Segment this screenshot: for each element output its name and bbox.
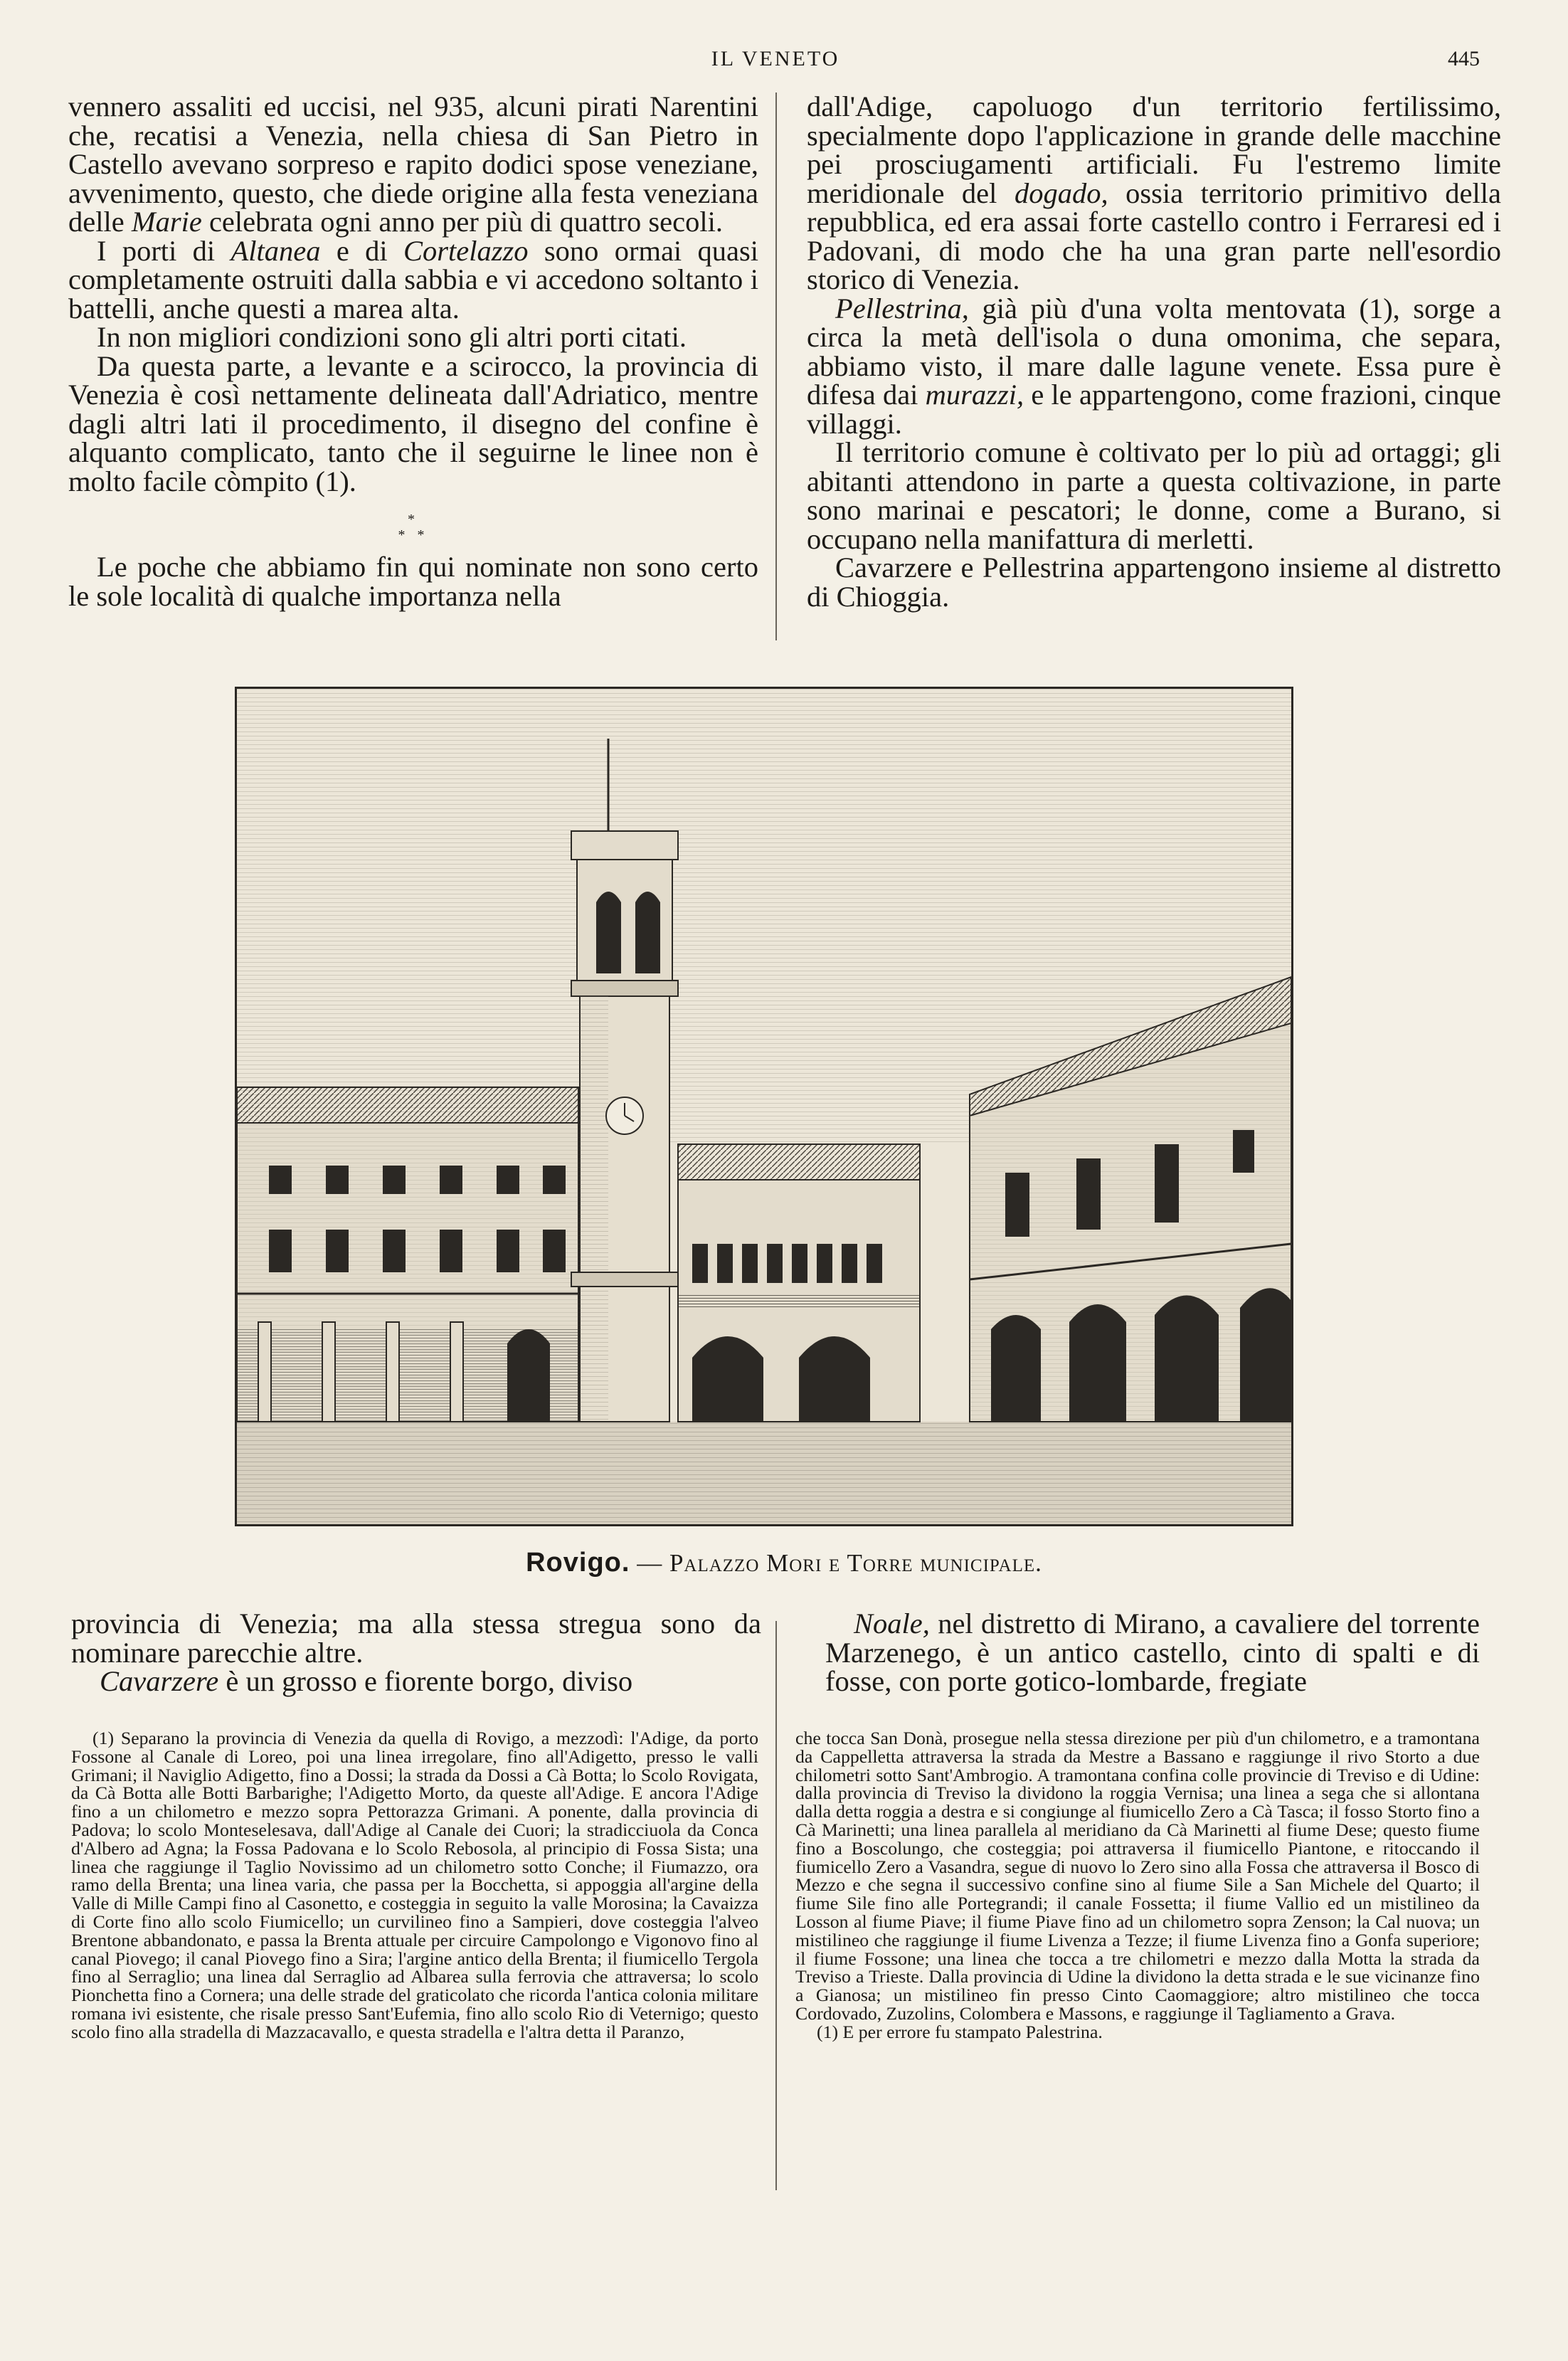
italic-term: murazzi, bbox=[925, 379, 1024, 411]
footnote-left bbox=[71, 1729, 758, 2042]
italic-term: Marie bbox=[131, 206, 202, 238]
engraving-illustration bbox=[235, 687, 1293, 1526]
palazzo-mori bbox=[678, 1144, 920, 1422]
left-column-top bbox=[68, 90, 758, 612]
footnote-right bbox=[795, 1729, 1480, 2042]
left-column-bottom bbox=[71, 1607, 761, 1697]
running-title: IL VENETO bbox=[711, 47, 840, 70]
paragraph: Da questa parte, a levante e a scirocco, la provincia di Venezia è così nettamente delineata dall'Adriatico, mentre dagli altri lati il procedimento, il disegno del confine è alquanto complicato, tanto che il seguirne le linee non è molto facile còmpito (1). bbox=[68, 349, 758, 497]
italic-term: Cavarzere bbox=[100, 1665, 219, 1697]
engraving-drawing bbox=[237, 689, 1291, 1524]
paragraph: dall'Adige, capoluogo d'un territorio fertilissimo, specialmente dopo l'applicazione in grande delle macchine pei prosciugamenti artificiali. Fu l'estremo limite meridionale del dogado, ossia territorio primitivo della repubblica, ed era assai forte castello contro i Ferraresi ed i Padovani, di modo che ha una gran parte nell'esordio storico di Venezia. bbox=[807, 90, 1502, 295]
paragraph: Pellestrina, già più d'una volta mentovata (1), sorge a circa la metà dell'isola o duna omonima, che separa, abbiamo visto, il mare dalle lagune venete. Essa pure è difesa dai murazzi, e le appartengono, come frazioni, cinque villaggi. bbox=[807, 292, 1501, 440]
paragraph: Cavarzere e Pellestrina appartengono insieme al distretto di Chioggia. bbox=[807, 551, 1501, 613]
paragraph: Cavarzere è un grosso e fiorente borgo, diviso bbox=[100, 1665, 633, 1697]
italic-term: dogado, bbox=[1014, 176, 1108, 209]
paragraph: Il territorio comune è coltivato per lo più ad ortaggi; gli abitanti attendono in parte a questa coltivazione, in parte sono marinai e pescatori; le donne, come a Burano, si occupano nella manifattura di merletti. bbox=[807, 436, 1501, 555]
caption-subject: Palazzo Mori e Torre municipale. bbox=[669, 1549, 1042, 1577]
italic-term: Pellestrina, bbox=[835, 292, 969, 324]
footnote-text: che tocca San Donà, prosegue nella stessa direzione per più d'un chilometro, e a tramontana da Cappelletta attraversa la strada da Mestre a Bassano e raggiunge il rivo Storto a due chilometri sotto Sant'Ambrogio. A tramontana confina colle provincie di Treviso e di Udine: dalla provincia di Treviso la dividono la roggia Vernisa; una linea a sega che si allontana dalla detta roggia a destra e si congiunge al fiumicello Zero a Cà Tasca; il fosso Storto fino a Cà Marinetti; una linea parallela al meridiano da Cà Marinetti al fiume Dese; questo fiume fino a Boscolungo, che costeggia; poi attraversa il fiumicello Piantone, e ritoccando il fiumicello Zero a Vasandra, segue di nuovo lo Zero sino alla Fossa che attraversa il Bosco di Mezzo e che segna il successivo confine sino al fiume Sile a San Michele del Quarto; il fiume Sile fino alle Portegrandi; il canale Fossetta; il fiume Vallio ed un mistilineo da Losson al fiume Piave; il fiume Piave fino ad un chilometro sopra Zenson; la Cal nuova; un mistilineo che raggiunge il fiume Livenza a Tezze; il fiume Livenza fino a Gonfa superiore; il fiume Fossone; una linea che tocca a tre chilometri e mezzo dalla Motta la strada da Treviso a Trieste. Dalla provincia di Udine la dividono la detta strada e le sue vicinanze fino a Gianosa; un mistilineo fin presso Cinto Caomaggiore; altro mistilineo che tocca Cordovado, Zuzolins, Colombera e Massons, e raggiunge il Tagliamento a Grava. bbox=[795, 1728, 1480, 2024]
right-column-top bbox=[807, 90, 1502, 613]
italic-term: Noale, bbox=[854, 1607, 930, 1639]
caption-dash: — bbox=[630, 1549, 669, 1577]
paragraph: Le poche che abbiamo fin qui nominate non sono certo le sole località di qualche importanza nella bbox=[68, 551, 758, 612]
italic-term: Cortelazzo bbox=[403, 234, 529, 267]
footnote-note: (1) E per errore fu stampato Palestrina. bbox=[817, 2021, 1103, 2042]
paragraph: In non migliori condizioni sono gli altri porti citati. bbox=[97, 321, 687, 353]
column-rule bbox=[775, 1621, 777, 2190]
footnote-text: (1) Separano la provincia di Venezia da quella di Rovigo, a mezzodì: l'Adige, da porto Fossone al Canale di Loreo, poi una linea irregolare, fino all'Adigetto, presso le valli Grimani; il Naviglio Adigetto, fino a Dossi; la strada da Dossi a Cà Botta; lo Scolo Rovigata, da Cà Botta alle Botti Barbarighe; l'Adigetto Morto, da queste all'Adige. E ancora l'Adige fino a un chilometro e mezzo sopra Pettorazza Grimani. A ponente, dalla provincia di Padova; lo scolo Monteselesava, dall'Adige al Canale dei Cuori; la stradicciuola da Conca d'Albero ad Agna; la Fossa Padovana e lo Scolo Rebosola, al principio di Fossa Sista; una linea che raggiunge il Taglio Novissimo ad un chilometro sotto Conche; il Fiumazzo, ora ramo della Brenta; una linea varia, che passa per la Bocchetta, si appoggia all'argine della Valle di Mille Campi fino al Casonetto, e costeggia in seguito la valle Morosina; la Cavaizza di Corte fino allo scolo Fiumicello; un curvilineo fino a Sampieri, dove costeggia l'alveo Brentone abbandonato, e passa la Brenta attuale per circuire Campolongo e Vigonovo fino al canal Piovego; il canal Piovego fino a Sira; l'argine antico della Brenta; il fiumicello Tergola fino al Serraglio; una linea dal Serraglio ad Albarea sulla ferrovia che attraversa; lo scolo Pionchetta fino a Cornera; una delle strade del graticolato che ricorda l'antica colonia militare romana ivi esistente, che risale presso Sant'Eufemia, fino allo scolo Rio di Veternigo; questo scolo fino alla stradella di Mazzacavallo, e questa stradella e l'altra detta il Paranzo, bbox=[71, 1728, 758, 2042]
figure-caption bbox=[0, 1548, 1568, 1578]
municipal-tower bbox=[571, 739, 678, 1422]
paragraph: I porti di Altanea e di Cortelazzo sono ormai quasi completamente ostruiti dalla sabbia e vi accedono soltanto i battelli, anche questi a marea alta. bbox=[68, 234, 758, 324]
caption-place: Rovigo. bbox=[526, 1548, 630, 1578]
left-building bbox=[237, 1087, 578, 1422]
right-column-bottom bbox=[825, 1607, 1480, 1697]
page-number: 445 bbox=[1448, 47, 1480, 70]
paragraph: Noale, nel distretto di Mirano, a cavaliere del torrente Marzenego, è un antico castello, cinto di spalti e di fosse, con porte gotico-lombarde, fregiate bbox=[825, 1607, 1480, 1697]
column-rule bbox=[775, 93, 777, 640]
running-head bbox=[71, 47, 1480, 83]
section-separator: * * * bbox=[398, 512, 429, 543]
paragraph: vennero assaliti ed uccisi, nel 935, alcuni pirati Narentini che, recatisi a Venezia, nella chiesa di San Pietro in Castello avevano sorpreso e rapito dodici spose veneziane, avvenimento, questo, che diede origine alla festa veneziana delle Marie celebrata ogni anno per più di quattro secoli. bbox=[68, 90, 758, 238]
italic-term: Altanea bbox=[231, 234, 321, 267]
paragraph: provincia di Venezia; ma alla stessa stregua sono da nominare parecchie altre. bbox=[71, 1607, 761, 1669]
